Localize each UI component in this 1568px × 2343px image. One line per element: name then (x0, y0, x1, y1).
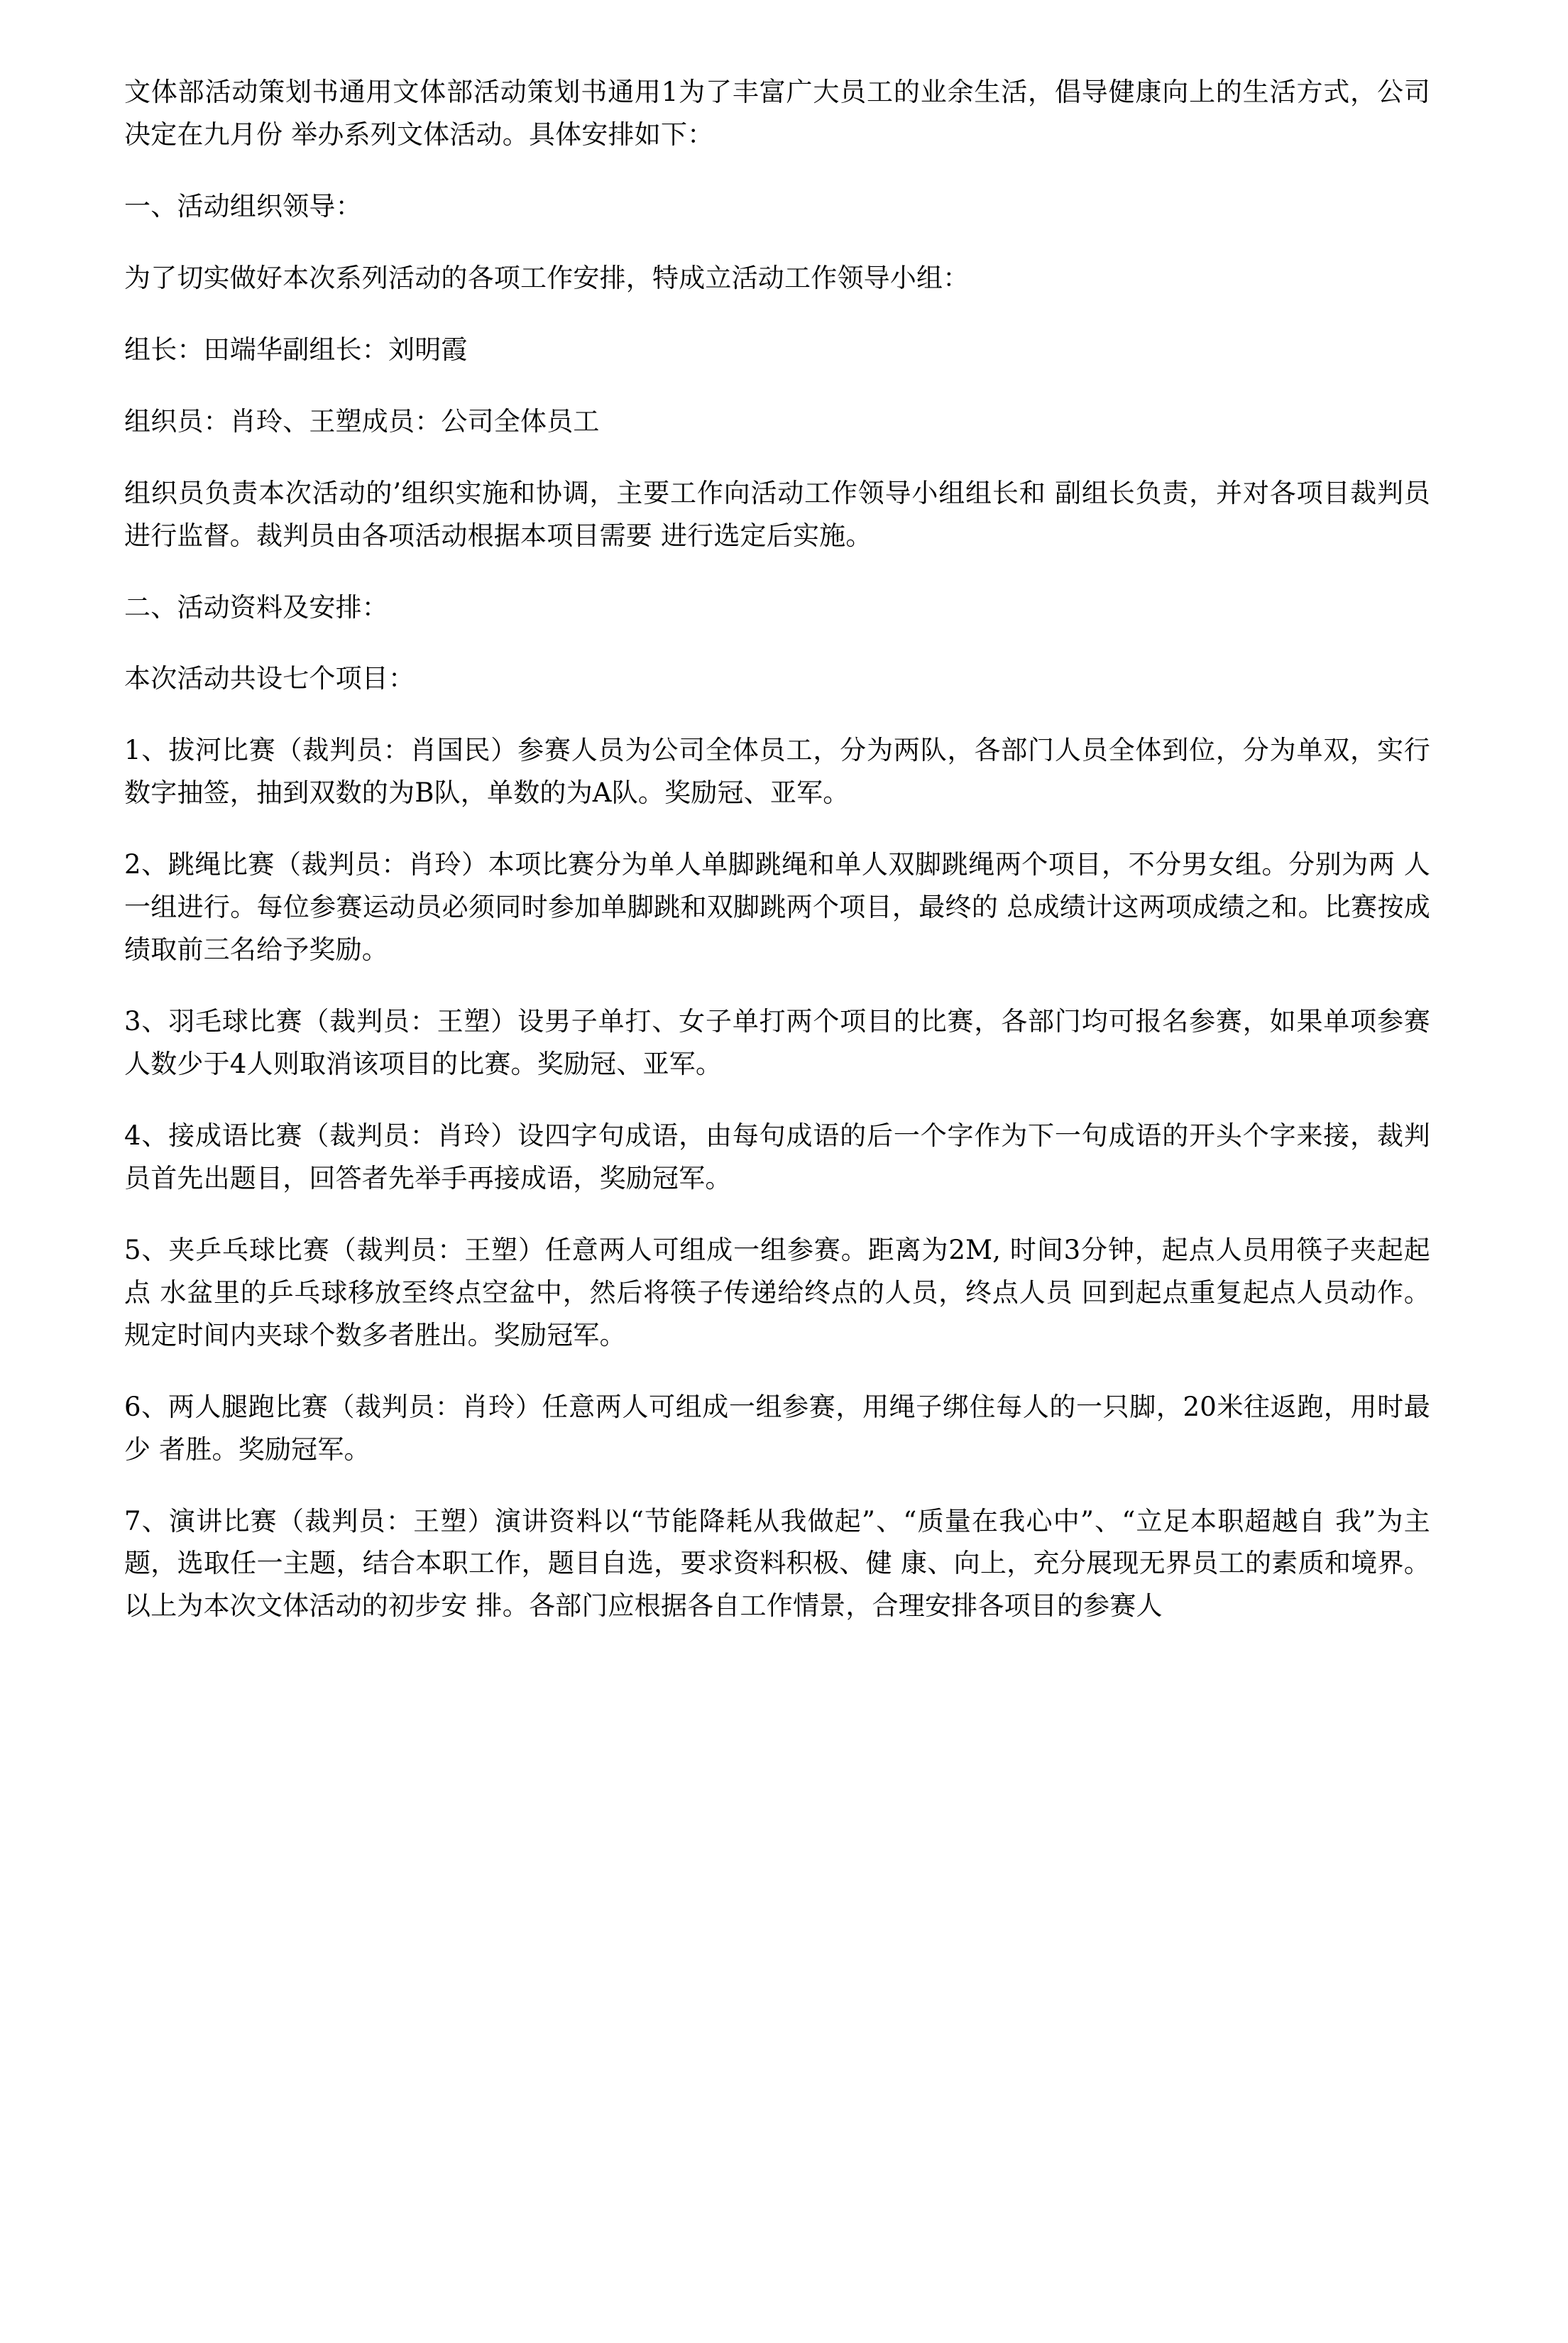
paragraph-organizer-duties: 组织员负责本次活动的’组织实施和协调，主要工作向活动工作领导小组组长和 副组长负责，并对各项目裁判员进行监督。裁判员由各项活动根据本项目需要 进行选定后实施。 (124, 477, 1430, 551)
paragraph-event-2-rope-skipping: 2、跳绳比赛（裁判员：肖玲）本项比赛分为单人单脚跳绳和单人双脚跳绳两个项目，不分男女组。分别为两 人一组进行。每位参赛运动员必须同时参加单脚跳和双脚跳两个项目，最终的 总成绩计这两项成绩之和。比赛按成绩取前三名给予奖励。 (124, 849, 1430, 966)
paragraph-event-1-tug-of-war: 1、拔河比赛（裁判员：肖国民）参赛人员为公司全体员工，分为两队，各部门人员全体到位，分为单双，实行 数字抽签，抽到双数的为B队，单数的为A队。奖励冠、亚军。 (124, 735, 1430, 809)
paragraph-event-5-table-tennis-chopsticks: 5、夹乒乓球比赛（裁判员：王塑）任意两人可组成一组参赛。距离为2M, 时间3分钟，起点人员用筷子夹起起点 水盆里的乒乓球移放至终点空盆中，然后将筷子传递给终点的人员，终点人员 回到起点重复起点人员动作。规定时间内夹球个数多者胜出。奖励冠军。 (124, 1234, 1430, 1350)
paragraph-event-4-idiom-chain: 4、接成语比赛（裁判员：肖玲）设四字句成语，由每句成语的后一个字作为下一句成语的开头个字来接，裁判 员首先出题目，回答者先举手再接成语，奖励冠军。 (124, 1120, 1430, 1194)
paragraph-leadership-intro: 为了切实做好本次系列活动的各项工作安排，特成立活动工作领导小组： (124, 262, 970, 293)
paragraph-event-count: 本次活动共设七个项目： (124, 663, 415, 694)
document-body (124, 71, 1430, 1627)
paragraph-section-1-heading: 一、活动组织领导： (124, 190, 362, 222)
paragraph-leader-names: 组长：田端华副组长：刘明霞 (124, 334, 468, 365)
paragraph-intro: 文体部活动策划书通用文体部活动策划书通用1为了丰富广大员工的业余生活，倡导健康向上的生活方式，公司决定在九月份 举办系列文体活动。具体安排如下： (124, 77, 1430, 150)
paragraph-section-2-heading: 二、活动资料及安排： (124, 591, 388, 623)
paragraph-event-6-two-legged-race: 6、两人腿跑比赛（裁判员：肖玲）任意两人可组成一组参赛，用绳子绑住每人的一只脚，20米往返跑，用时最少 者胜。奖励冠军。 (124, 1391, 1430, 1465)
paragraph-event-3-badminton: 3、羽毛球比赛（裁判员：王塑）设男子单打、女子单打两个项目的比赛，各部门均可报名参赛，如果单项参赛 人数少于4人则取消该项目的比赛。奖励冠、亚军。 (124, 1006, 1430, 1079)
paragraph-organizer-names: 组织员：肖玲、王塑成员：公司全体员工 (124, 405, 600, 437)
paragraph-event-7-speech-contest: 7、演讲比赛（裁判员：王塑）演讲资料以“节能降耗从我做起”、“质量在我心中”、“立足本职超越自 我”为主题，选取任一主题，结合本职工作，题目自选，要求资料积极、健 康、向上，充分展现无界员工的素质和境界。以上为本次文体活动的初步安 排。各部门应根据各自工作情景，合理安排各项目的参赛人 (124, 1505, 1430, 1622)
